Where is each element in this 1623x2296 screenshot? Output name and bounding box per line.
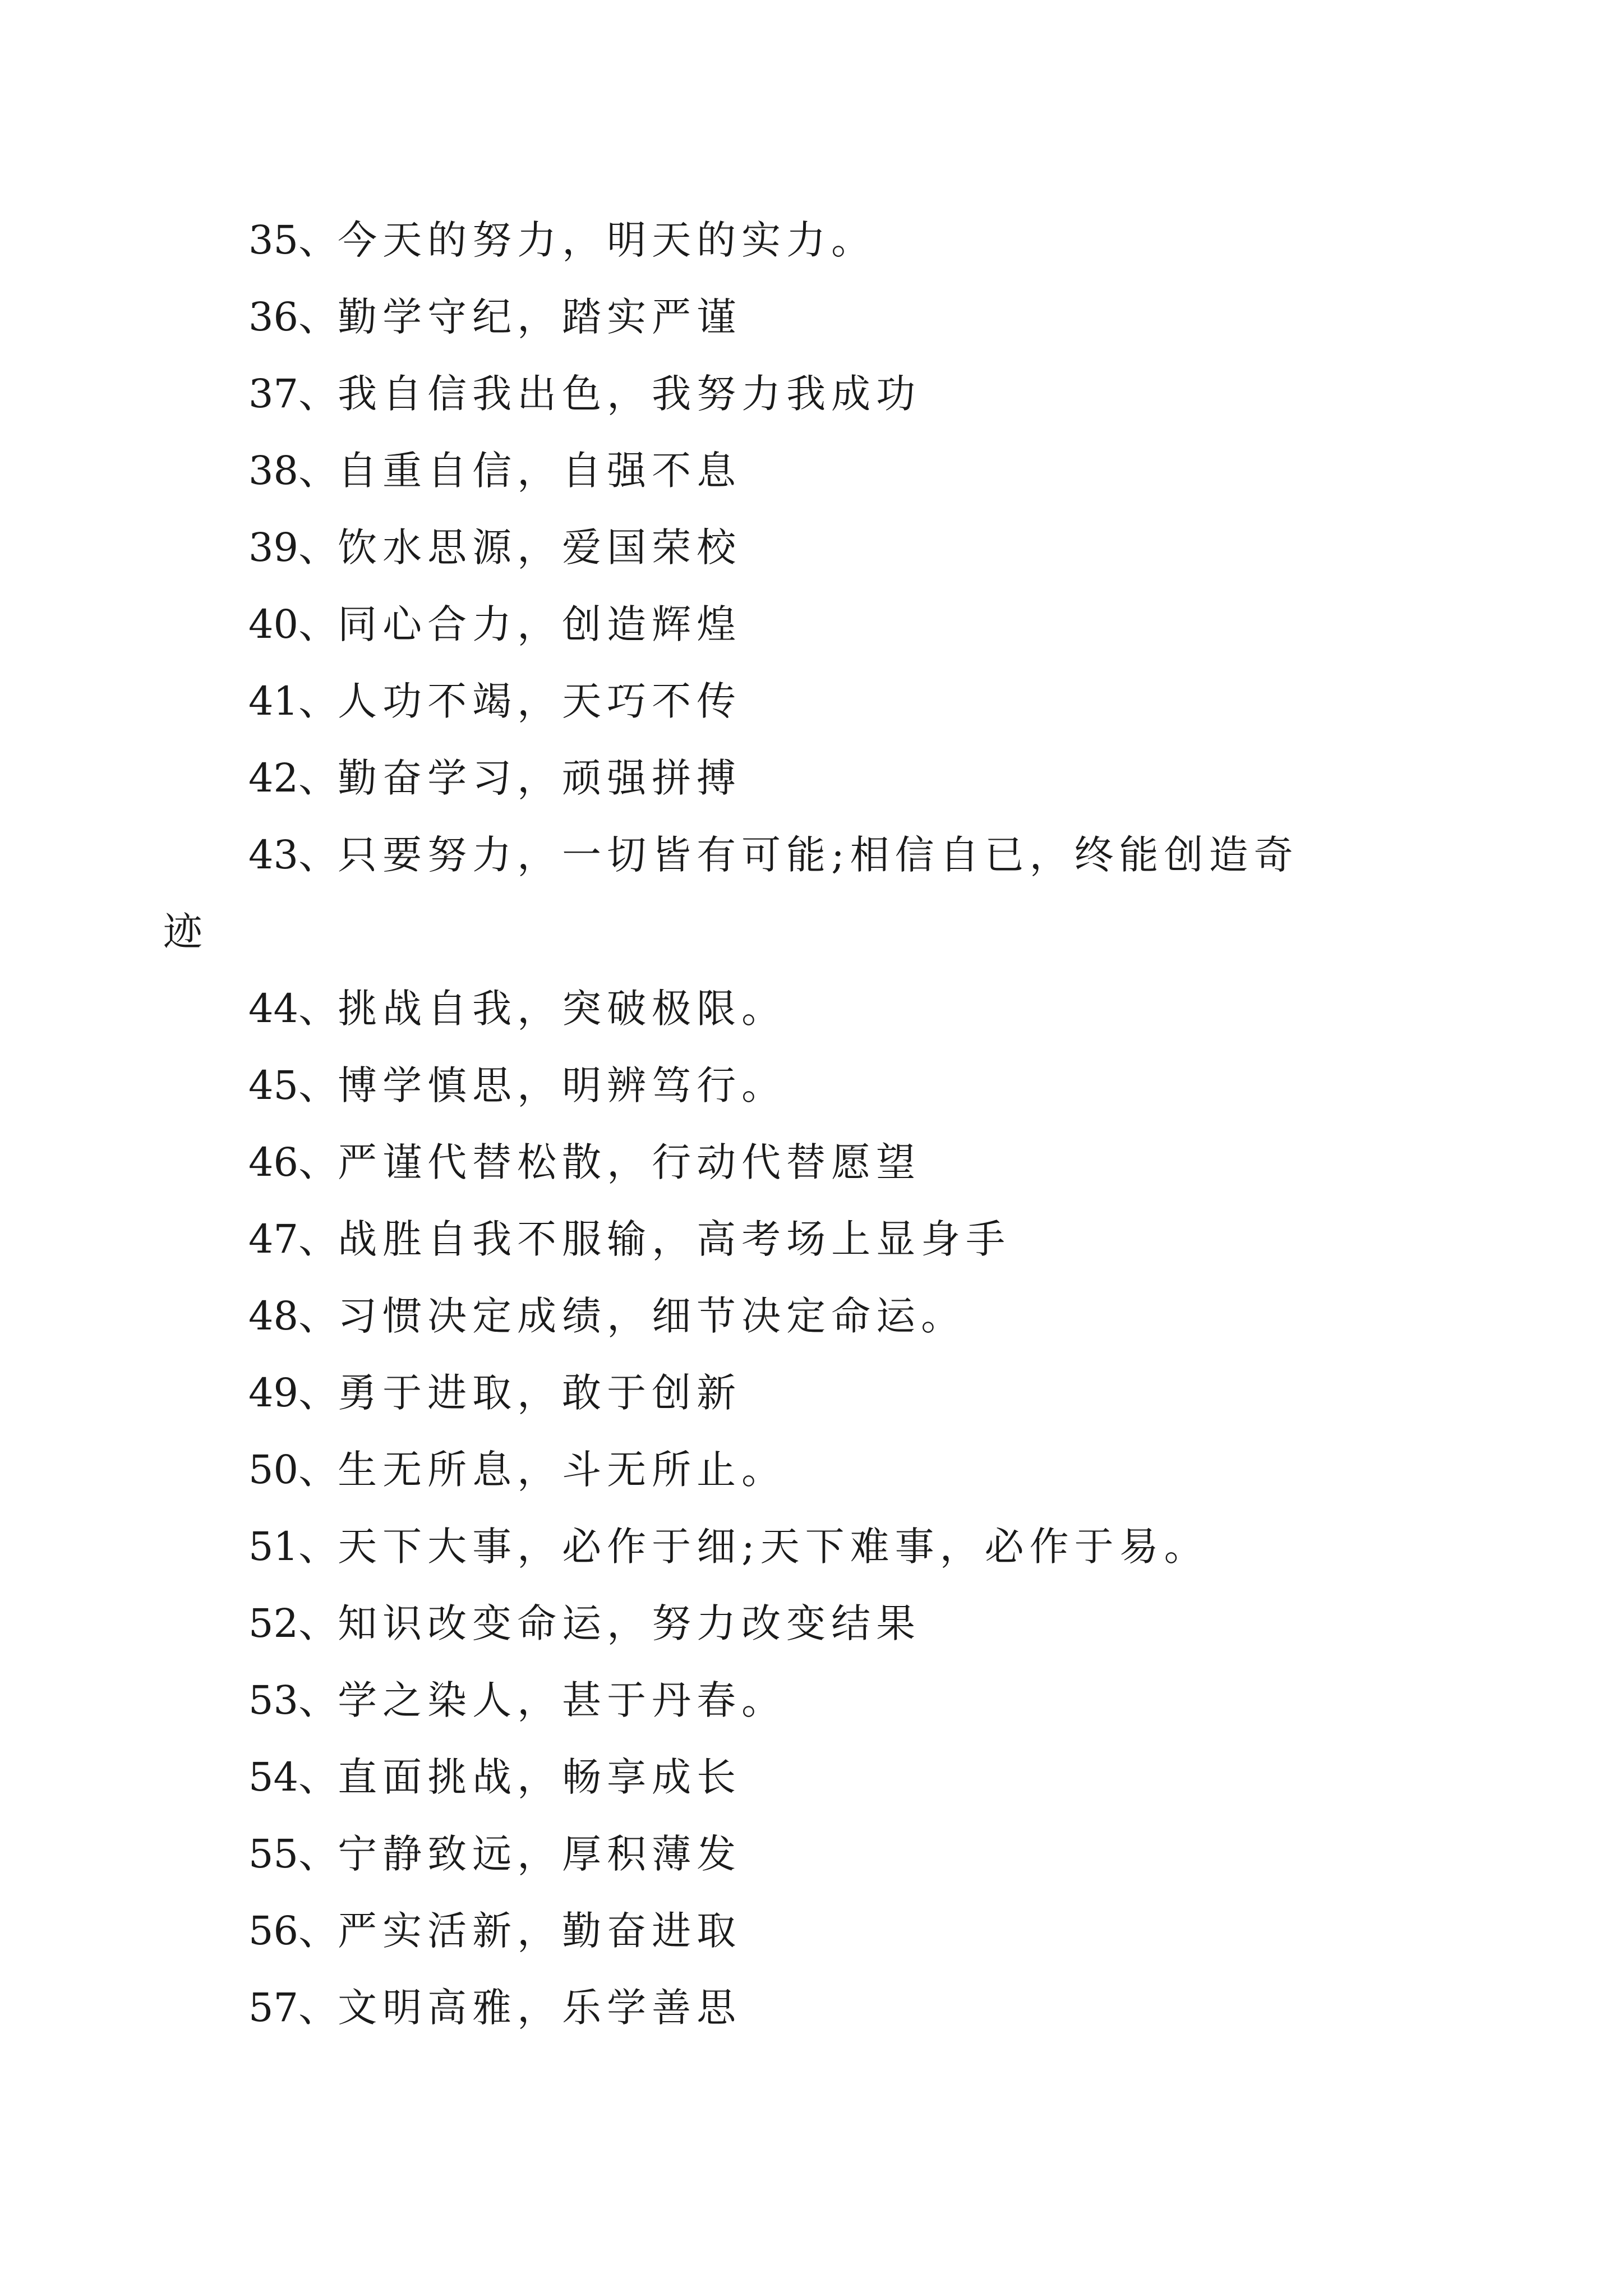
list-item [163,1739,1393,1816]
item-text: 习惯决定成绩，细节决定命运。 [338,1293,966,1339]
list-item [163,1508,1393,1585]
item-number: 55、 [248,1831,338,1877]
item-number: 52、 [248,1600,338,1646]
list-item [163,356,1393,432]
item-text: 战胜自我不服输，高考场上显身手 [338,1216,1011,1262]
item-text: 知识改变命运，努力改变结果 [338,1600,921,1646]
list-item [163,1585,1393,1662]
item-text: 直面挑战，畅享成长 [338,1754,742,1800]
item-text: 学之染人，甚于丹春。 [338,1677,787,1723]
item-text: 只要努力，一切皆有可能;相信自已，终能创造奇 [338,832,1299,878]
item-text: 同心合力，创造辉煌 [338,601,742,647]
item-text: 博学慎思，明辨笃行。 [338,1062,787,1108]
item-number: 53、 [248,1677,338,1723]
list-item [163,509,1393,586]
item-text: 文明高雅，乐学善思 [338,1985,742,2031]
item-number: 48、 [248,1293,338,1339]
list-item [163,970,1393,1047]
list-item [163,1278,1393,1355]
item-number: 51、 [248,1524,338,1570]
list-item [163,817,1393,970]
item-number: 38、 [248,448,338,494]
item-number: 39、 [248,524,338,570]
list-item [163,586,1393,663]
item-text: 严实活新，勤奋进取 [338,1908,742,1954]
item-number: 47、 [248,1216,338,1262]
list-item [163,1432,1393,1508]
item-number: 49、 [248,1370,338,1416]
list-item [163,1893,1393,1970]
item-text: 今天的努力，明天的实力。 [338,217,877,263]
list-item [163,202,1393,279]
item-line-first [163,817,1393,894]
item-number: 45、 [248,1062,338,1108]
list-item [163,663,1393,740]
item-text: 宁静致远，厚积薄发 [338,1831,742,1877]
item-text: 饮水思源，爱国荣校 [338,524,742,570]
item-number: 42、 [248,755,338,801]
item-text: 严谨代替松散，行动代替愿望 [338,1139,921,1185]
list-item [163,1355,1393,1432]
list-item [163,432,1393,509]
item-number: 43、 [248,832,338,878]
list-item [163,1047,1393,1124]
item-text: 勇于进取，敢于创新 [338,1370,742,1416]
item-number: 40、 [248,601,338,647]
item-number: 54、 [248,1754,338,1800]
item-line-continued: 迹 [163,909,208,955]
item-text: 自重自信，自强不息 [338,448,742,494]
item-text: 勤奋学习，顽强拼搏 [338,755,742,801]
item-text: 天下大事，必作于细;天下难事，必作于易。 [338,1524,1209,1570]
item-number: 44、 [248,986,338,1032]
item-number: 36、 [248,294,338,340]
list-item [163,1124,1393,1201]
list-item [163,1970,1393,2046]
slogan-list [163,202,1393,2046]
list-item [163,1662,1393,1739]
item-text: 生无所息，斗无所止。 [338,1447,787,1493]
item-number: 56、 [248,1908,338,1954]
item-number: 46、 [248,1139,338,1185]
item-text: 我自信我出色，我努力我成功 [338,371,921,417]
item-text: 人功不竭，天巧不传 [338,678,742,724]
list-item [163,740,1393,817]
item-number: 50、 [248,1447,338,1493]
list-item [163,1201,1393,1278]
item-text: 挑战自我，突破极限。 [338,986,787,1032]
list-item [163,1816,1393,1893]
item-number: 37、 [248,371,338,417]
item-number: 35、 [248,217,338,263]
item-number: 41、 [248,678,338,724]
item-text: 勤学守纪，踏实严谨 [338,294,742,340]
list-item [163,279,1393,356]
item-number: 57、 [248,1985,338,2031]
